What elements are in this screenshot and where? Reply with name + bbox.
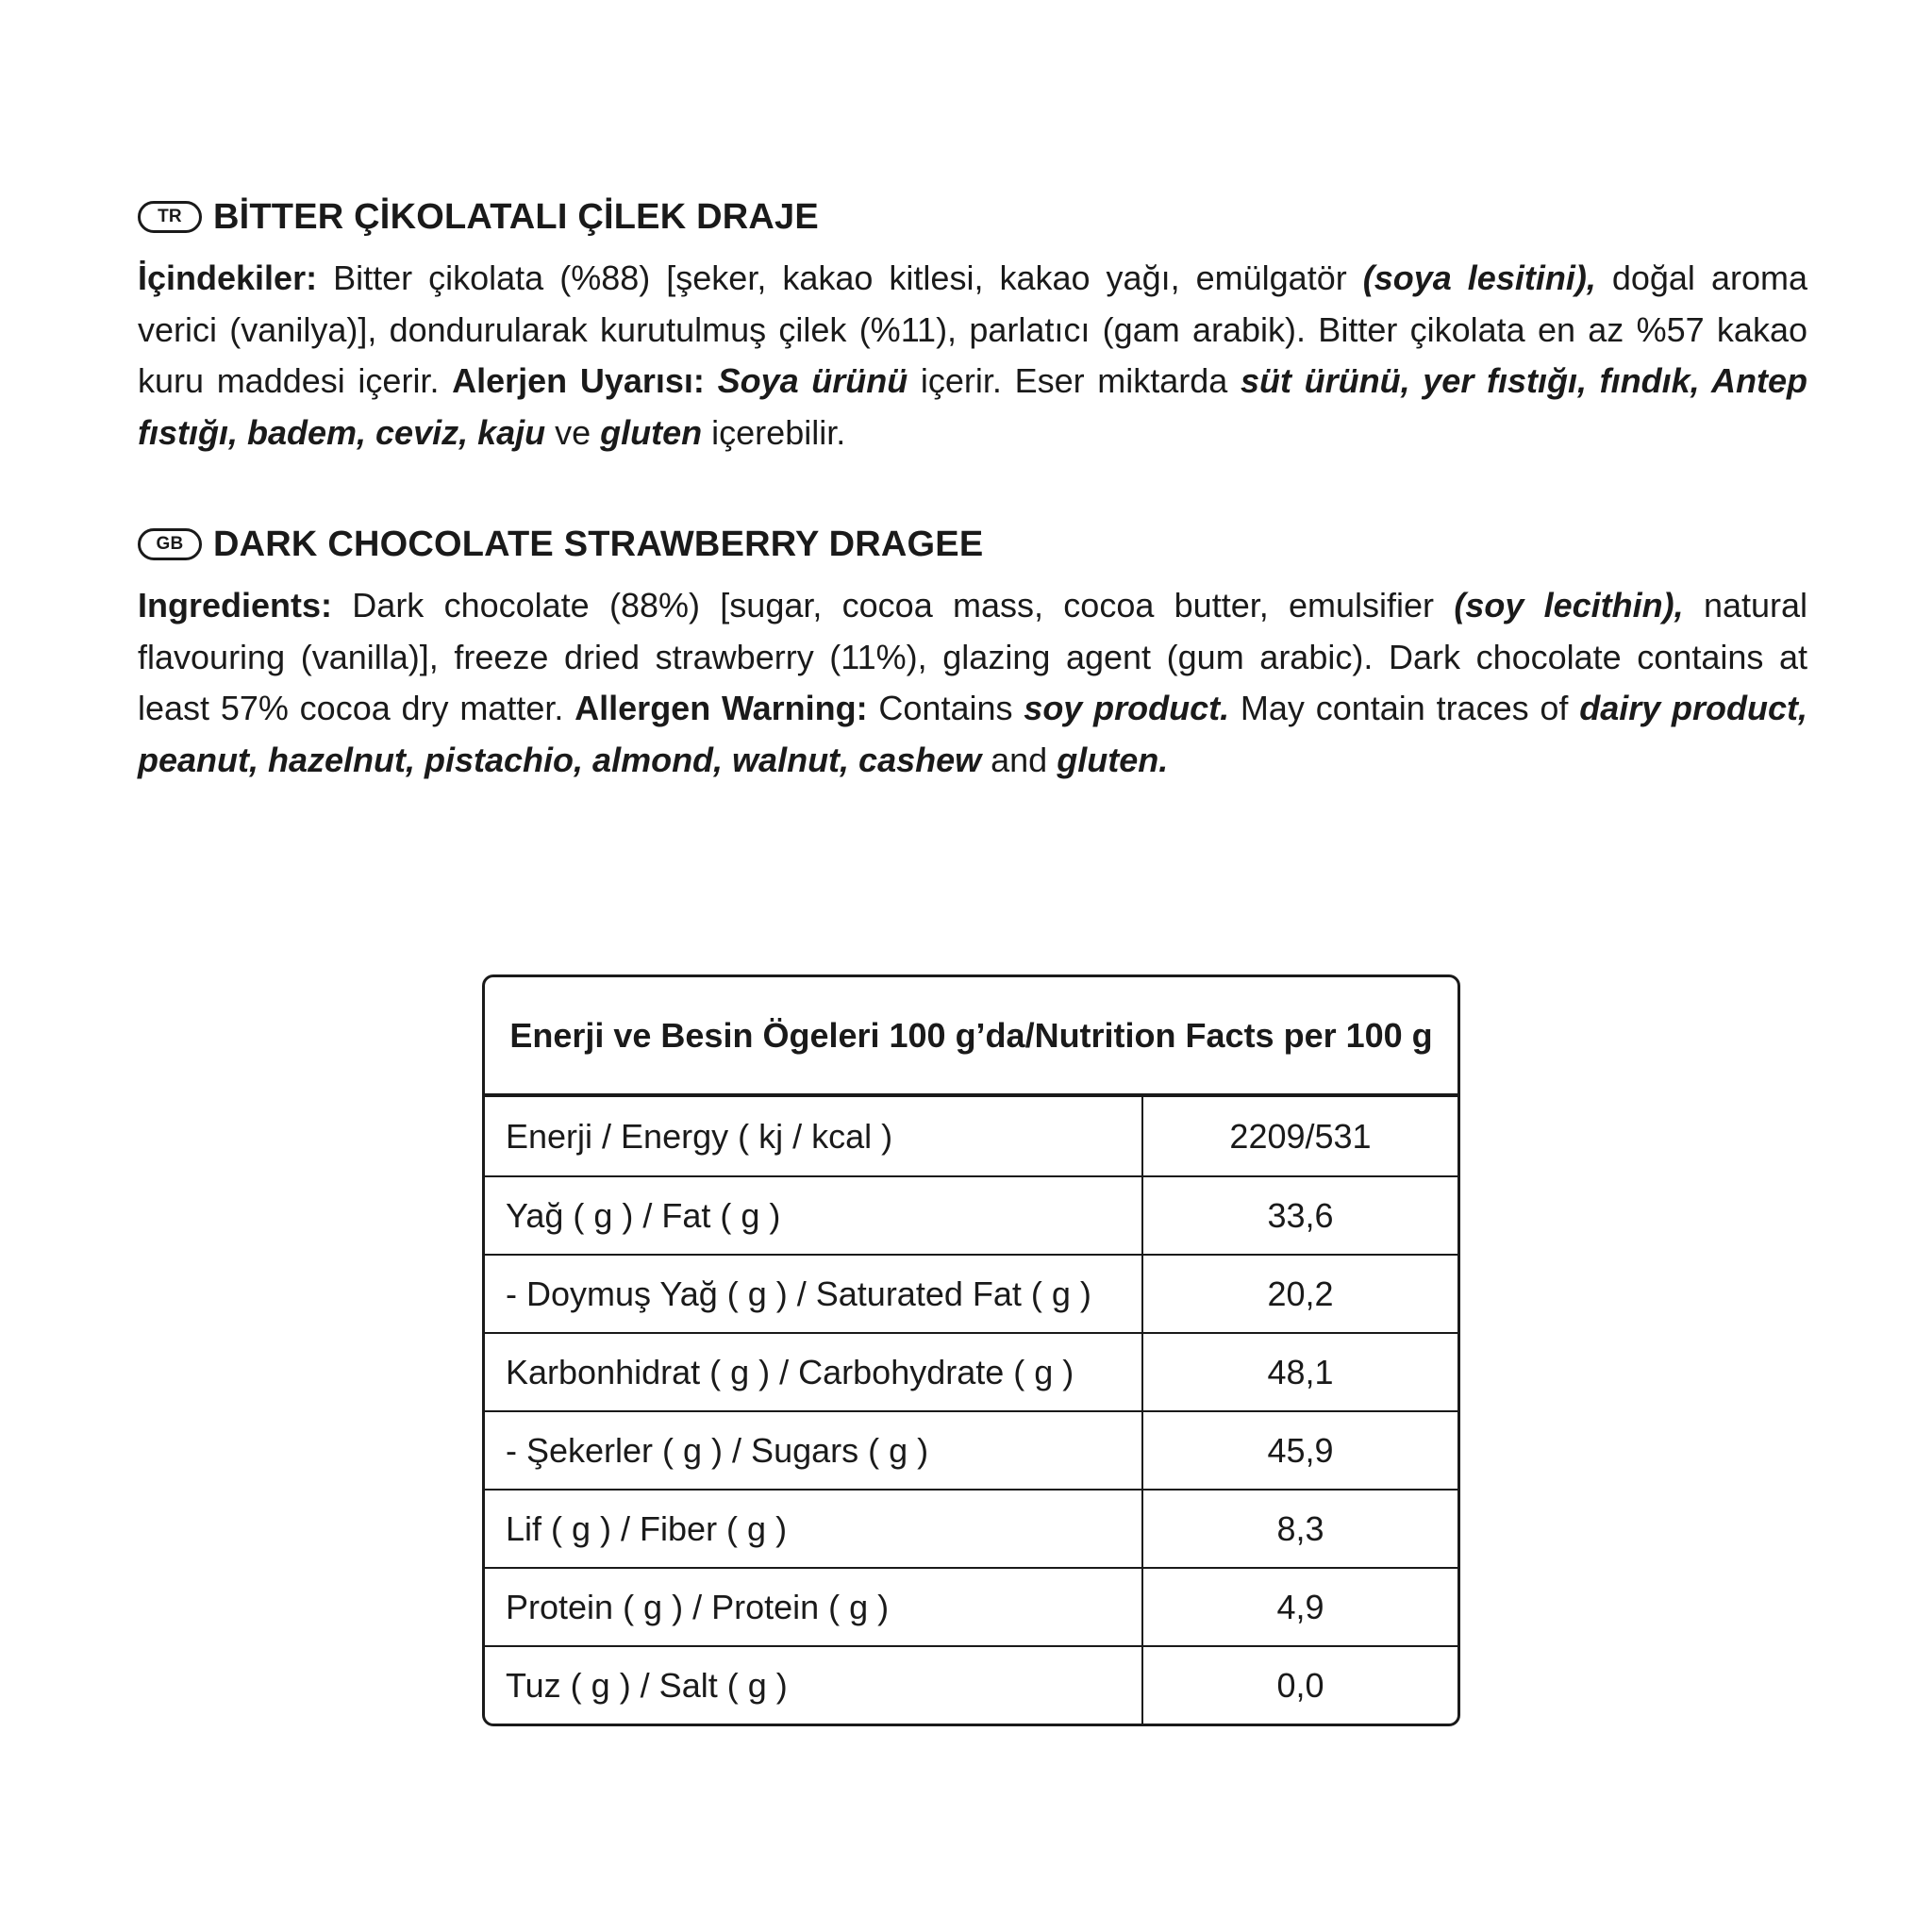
turkish-product-title: BİTTER ÇİKOLATALI ÇİLEK DRAJE [213, 196, 819, 237]
nutrition-value: 48,1 [1267, 1352, 1334, 1391]
tr-text-segment: (soya lesitini), [1362, 258, 1596, 297]
nutrition-row [485, 1567, 1457, 1645]
gb-text-segment: gluten. [1057, 740, 1169, 779]
gb-text-segment: May contain traces of [1229, 689, 1580, 727]
tr-language-badge: TR [138, 201, 202, 233]
nutrition-label: Yağ ( g ) / Fat ( g ) [485, 1177, 1143, 1254]
tr-text-segment: ve [545, 412, 601, 452]
english-ingredients [138, 580, 1807, 786]
gb-text-segment: natural flavouring (vanilla)], freeze dried strawberry (11%), glazing agent (gum arabic). Dark chocolate contains at least 57% cocoa dry matter. [138, 586, 1808, 727]
tr-text-segment: gluten [600, 412, 703, 452]
tr-text-segment: içerebilir. [702, 412, 846, 452]
nutrition-row [485, 1254, 1457, 1332]
gb-text-segment: Ingredients: [138, 586, 333, 625]
nutrition-label: - Şekerler ( g ) / Sugars ( g ) [485, 1412, 1143, 1489]
nutrition-label: Karbonhidrat ( g ) / Carbohydrate ( g ) [485, 1334, 1143, 1410]
tr-text-segment: doğal aroma verici (vanilya)], dondurularak kurutulmuş çilek (%11), parlatıcı (gam arabik). Bitter çikolata en az %57 kakao kuru maddesi içerir. [138, 258, 1807, 400]
nutrition-label: Enerji / Energy ( kj / kcal ) [485, 1097, 1143, 1175]
english-product-title: DARK CHOCOLATE STRAWBERRY DRAGEE [213, 524, 984, 564]
gb-text-segment: dairy product, peanut, hazelnut, pistachio, almond, walnut, cashew [138, 689, 1808, 779]
nutrition-value: 8,3 [1276, 1508, 1324, 1548]
tr-text-segment: içerir. Eser miktarda [908, 361, 1241, 400]
turkish-ingredients [138, 253, 1807, 458]
tr-text-segment: süt ürünü, yer fıstığı, fındık, Antep fıstığı, badem, ceviz, kaju [138, 361, 1807, 452]
tr-text-segment: Alerjen Uyarısı: [452, 361, 705, 400]
turkish-heading [138, 192, 1807, 242]
gb-text-segment: (soy lecithin), [1454, 586, 1684, 625]
tr-text-segment: İçindekiler: [138, 258, 318, 297]
gb-language-badge: GB [138, 528, 202, 560]
nutrition-value: 2209/531 [1229, 1116, 1372, 1156]
tr-text-segment: Soya ürünü [717, 361, 908, 400]
nutrition-value: 4,9 [1276, 1587, 1324, 1626]
nutrition-row [485, 1097, 1457, 1175]
nutrition-row [485, 1332, 1457, 1410]
turkish-section [138, 192, 1807, 458]
nutrition-value: 20,2 [1267, 1274, 1334, 1313]
nutrition-label: Tuz ( g ) / Salt ( g ) [485, 1647, 1143, 1724]
nutrition-label: Protein ( g ) / Protein ( g ) [485, 1569, 1143, 1645]
gb-text-segment: Contains [867, 689, 1024, 727]
nutrition-value: 0,0 [1276, 1665, 1324, 1705]
nutrition-rows [485, 1097, 1457, 1724]
tr-text-segment [705, 361, 718, 400]
english-section [138, 520, 1807, 786]
nutrition-row [485, 1175, 1457, 1254]
nutrition-table [482, 974, 1460, 1726]
gb-text-segment: and [981, 740, 1058, 779]
tr-text-segment: Bitter çikolata (%88) [şeker, kakao kitlesi, kakao yağı, emülgatör [317, 258, 1363, 297]
nutrition-label: - Doymuş Yağ ( g ) / Saturated Fat ( g ) [485, 1256, 1143, 1332]
english-heading [138, 520, 1807, 569]
nutrition-value: 45,9 [1267, 1430, 1334, 1470]
nutrition-row [485, 1410, 1457, 1489]
gb-text-segment: Allergen Warning: [575, 689, 868, 727]
nutrition-value: 33,6 [1267, 1195, 1334, 1235]
gb-text-segment: soy product. [1024, 689, 1230, 727]
nutrition-row [485, 1645, 1457, 1724]
nutrition-row [485, 1489, 1457, 1567]
nutrition-table-header: Enerji ve Besin Ögeleri 100 g’da/Nutrition Facts per 100 g [485, 977, 1457, 1097]
gb-text-segment: Dark chocolate (88%) [sugar, cocoa mass, cocoa butter, emulsifier [332, 586, 1455, 625]
nutrition-label: Lif ( g ) / Fiber ( g ) [485, 1491, 1143, 1567]
